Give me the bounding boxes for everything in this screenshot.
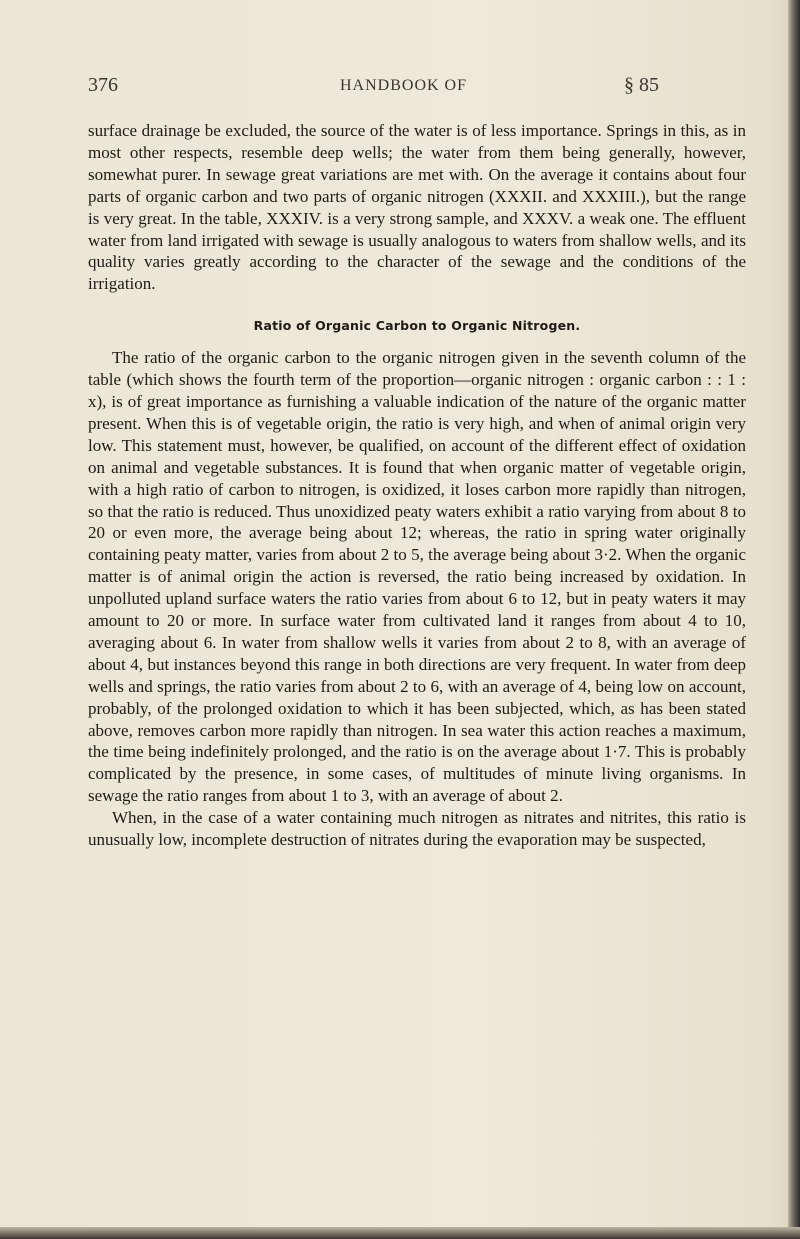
section-heading: Ratio of Organic Carbon to Organic Nitrogen.	[253, 318, 581, 334]
page-edge-shadow	[788, 0, 800, 1239]
page-body	[88, 120, 746, 851]
page-bottom-shadow	[0, 1227, 800, 1239]
section-mark: § 85	[624, 74, 659, 96]
paragraph-ratio: The ratio of the organic carbon to the organic nitrogen given in the seventh column of the table (which shows the fourth term of the proportion—organic nitrogen : organic carbon : : 1 : x), is of great importance as furnishing a valuable indication of the nature of the organic matter present. When this is of vegetable origin, the ratio is very high, and when of animal origin very low. This statement must, however, be qualified, on account of the different effect of oxidation on animal and vegetable substances. It is found that when organic matter of vegetable origin, with a high ratio of carbon to nitrogen, is oxidized, it loses carbon more rapidly than nitrogen, so that the ratio is reduced. Thus unoxidized peaty waters exhibit a ratio varying from about 8 to 20 or even more, the average being about 12; whereas, the ratio in spring water originally containing peaty matter, varies from about 2 to 5, the average being about 3·2. When the organic matter is of animal origin the action is reversed, the ratio being increased by oxidation. In unpolluted upland surface waters the ratio varies from about 6 to 12, but in peaty waters it may amount to 20 or more. In surface water from cultivated land it ranges from about 4 to 10, averaging about 6. In water from shallow wells it varies from about 2 to 8, with an average of about 4, but instances beyond this range in both directions are very frequent. In water from deep wells and springs, the ratio varies from about 2 to 6, with an average of 4, being low on account, probably, of the prolonged oxidation to which it has been subjected, which, as has been stated above, removes carbon more rapidly than nitrogen. In sea water this action reaches a maximum, the time being indefinitely prolonged, and the ratio is on the average about 1·7. This is probably complicated by the presence, in some cases, of multitudes of minute living organisms. In sewage the ratio ranges from about 1 to 3, with an average of about 2.	[88, 348, 746, 806]
page-header	[0, 74, 800, 100]
page-number: 376	[88, 74, 118, 96]
paragraph-nitrates: When, in the case of a water containing much nitrogen as nitrates and nitrites, this ratio is unusually low, incomplete destruction of nitrates during the evaporation may be suspected,	[88, 808, 746, 850]
running-title: HANDBOOK OF	[340, 77, 468, 94]
paragraph-surface-drainage: surface drainage be excluded, the source of the water is of less importance. Springs in this, as in most other respects, resemble deep wells; the water from them being generally, however, somewhat purer. In sewage great variations are met with. On the average it contains about four parts of organic carbon and two parts of organic nitrogen (XXXII. and XXXIII.), but the range is very great. In the table, XXXIV. is a very strong sample, and XXXV. a weak one. The effluent water from land irrigated with sewage is usually analogous to waters from shallow wells, and its quality varies greatly according to the character of the sewage and the conditions of the irrigation.	[88, 121, 746, 294]
